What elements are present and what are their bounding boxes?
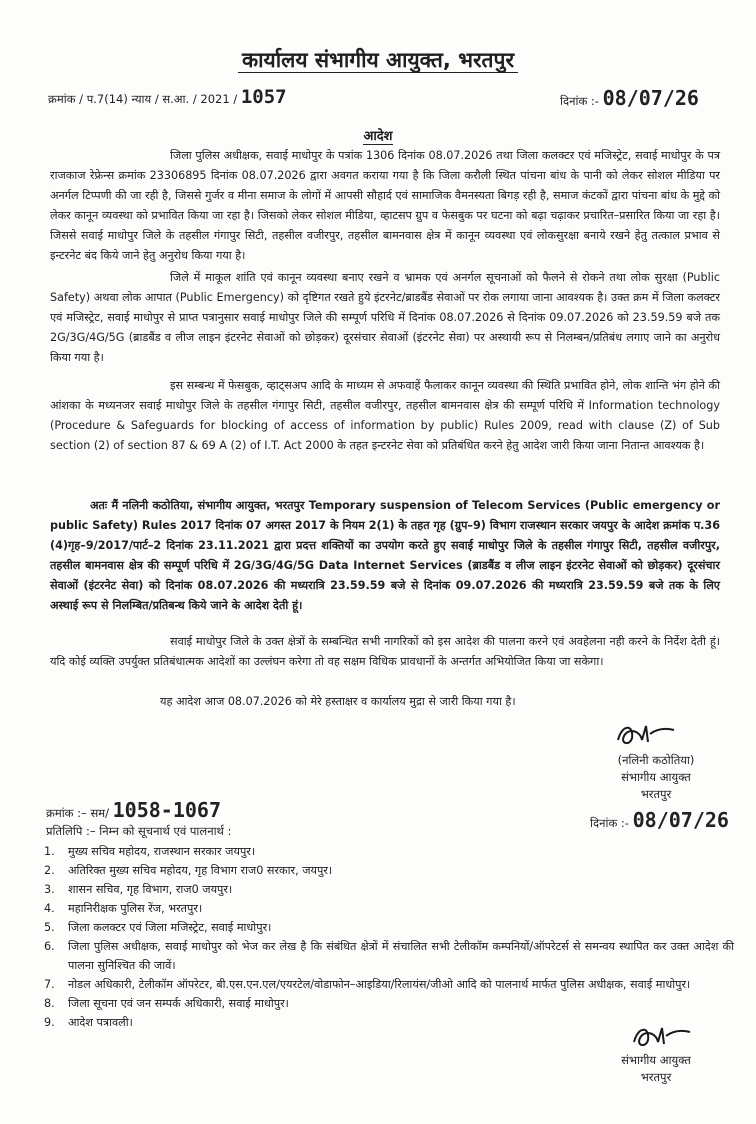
- order-heading: आदेश: [363, 129, 393, 144]
- order-paragraph-1: जिला पुलिस अधीक्षक, सवाई माधोपुर के पत्रांक 1306 दिनांक 08.07.2026 तथा जिला कलक्टर एवं मजिस्ट्रेट, सवाई माधोपुर के पत्र राजकाज रेफ्रेन्स क्रमांक 23306895 दिनांक 08.07.2026 द्वारा अवगत कराया गया है कि जिला करौली स्थित पांचना बांध के पानी को लेकर सोशल मीडिया पर अनर्गल टिप्पणी की जा रही है, जिससे गुर्जर व मीना समाज के लोगों में आपसी सौहार्द एवं सामाजिक वैमनस्यता बिगड़ रही है, समाज कंटकों द्वारा पांचना बांध के मुद्दे को लेकर कानून व्यवस्था को प्रभावित किया जा रहा है। जिसको लेकर सोशल मीडिया, व्हाटसप ग्रुप व फेसबुक पर घटना को बढ़ा चढ़ाकर प्रचारित–प्रसारित किया जा रहा है। जिससे सवाई माधोपुर जिले के तहसील गंगापुर सिटी, तहसील वजीरपुर, तहसील बामनवास क्षेत्र में कानून व्यवस्था एवं लोकसुरक्षा बनाये रखने हेतु तत्काल प्रभाव से इन्टरनेट बंद किये जाने हेतु अनुरोध किया गया है।: [50, 149, 720, 262]
- order-paragraph-2: जिले में माकूल शांति एवं कानून व्यवस्था बनाए रखने व भ्रामक एवं अनर्गल सूचनाओं को फैलने से रोकने तथा लोक सुरक्षा (Public Safety) अथवा लोक आपात (Public Emergency) को दृष्टिगत रखते हुये इंटरनेट/ब्राडबैंड सेवाओं पर रोक लगाया जाना आवश्यक है। उक्त क्रम में जिला कलक्टर एवं मजिस्ट्रेट, सवाई माधोपुर से प्राप्त पत्रानुसार सवाई माधोपुर जिले की सम्पूर्ण परिधि में दिनांक 08.07.2026 से दिनांक 09.07.2026 को 23.59.59 बजे तक 2G/3G/4G/5G (ब्राडबैंड व लीज लाइन इंटरनेट सेवाओं को छोड़कर) दूरसंचार सेवाओं (इंटरनेट सेवा) पर अस्थायी रूप से निलम्बन/प्रतिबंध लगाए जाने का अनुरोध किया गया है।: [50, 271, 720, 364]
- office-title: कार्यालय संभागीय आयुक्त, भरतपुर: [0, 46, 756, 74]
- copy-intro: प्रतिलिपि :– निम्न को सूचनार्थ एवं पालनार्थ :: [46, 824, 232, 838]
- list-item: 7. नोडल अधिकारी, टेलीकॉम ऑपरेटर, बी.एस.एन.एल/एयरटेल/वोडाफोन–आइडिया/रिलायंस/जीओ आदि को पालनार्थ मार्फत पुलिस अधीक्षक, सवाई माधोपुर।: [44, 978, 691, 991]
- list-item: 1. मुख्य सचिव महोदय, राजस्थान सरकार जयपुर।: [44, 845, 256, 858]
- list-item: 6. जिला पुलिस अधीक्षक, सवाई माधोपुर को भेज कर लेख है कि संबंधित क्षेत्रों में संचालित सभी टेलीकॉम कम्पनियों/ऑपरेटर्स से समन्वय स्थापित कर उक्त आदेश की पालना सुनिश्चित की जावें।: [44, 940, 734, 972]
- copy-recipient-list: [44, 842, 734, 1032]
- order-paragraph-6: यह आदेश आज 08.07.2026 को मेरे हस्ताक्षर व कार्यालय मुद्रा से जारी किया गया है।: [160, 695, 516, 708]
- order-paragraph-4: अतः मैं नलिनी कठोतिया, संभागीय आयुक्त, भरतपुर Temporary suspension of Telecom Services (Public emergency or public Safety) Rules 2017 दिनांक 07 अगस्त 2017 के नियम 2(1) के तहत गृह (ग्रुप–9) विभाग राजस्थान सरकार जयपुर के आदेश क्रमांक प.36 (4)गृह–9/2017/पार्ट–2 दिनांक 23.11.2021 द्वारा प्रदत्त शक्तियों का उपयोग करते हुए सवाई माधोपुर जिले के तहसील गंगापुर सिटी, तहसील वजीरपुर, तहसील बामनवास क्षेत्र की सम्पूर्ण परिधि में 2G/3G/4G/5G Data Internet Services (ब्राडबैंड व लीज लाइन इंटरनेट सेवाओं को छोड़कर) दूरसंचार सेवाओं (इंटरनेट सेवा) को दिनांक 08.07.2026 की मध्यरात्रि 23.59.59 बजे से दिनांक 09.07.2026 की मध्यरात्रि 23.59.59 बजे तक के लिए अस्थाई रूप से निलम्बित/प्रतिबन्ध किये जाने के आदेश देती हूं।: [50, 499, 720, 612]
- reference-number: क्रमांक / प.7(14) न्याय / स.आ. / 2021 / 1057: [48, 86, 287, 108]
- signatory-block: [596, 752, 716, 803]
- reference-number-handwritten: 1057: [240, 86, 287, 108]
- list-item: 9. आदेश पत्रावली।: [44, 1016, 133, 1029]
- order-paragraph-3: इस सम्बन्ध में फेसबुक, व्हाट्सअप आदि के माध्यम से अफवाहें फैलाकर कानून व्यवस्था की स्थिति प्रभावित होने, लोक शान्ति भंग होने की आंशका के मध्यनजर सवाई माधोपुर जिले के तहसील गंगापुर सिटी, तहसील वजीरपुर, तहसील बामनवास क्षेत्र की सम्पूर्ण परिधि में Information technology (Procedure & Safeguards for blocking of access of information by public) Rules 2009, read with clause (Z) of Sub section (2) of section 87 & 69 A (2) of I.T. Act 2000 के तहत इन्टरनेट सेवा को प्रतिबंधित करने हेतु आदेश जारी किया जाना नितान्त आवश्यक है।: [50, 379, 720, 452]
- bottom-signatory-designation: संभागीय आयुक्त: [621, 1053, 691, 1067]
- signatory-name: (नलिनी कठोतिया): [617, 753, 695, 767]
- order-paragraph-5: सवाई माधोपुर जिले के उक्त क्षेत्रों के सम्बन्धित सभी नागरिकों को इस आदेश की पालना करने एवं अवहेलना नही करने के निर्देश देती हूं। यदि कोई व्यक्ति उपर्युक्त प्रतिबंधात्मक आदेशों का उल्लंघन करेगा तो वह सक्षम विधिक प्रावधानों के अन्तर्गत अभियोजित किया जा सकेगा।: [50, 635, 720, 668]
- order-date-handwritten: 08/07/26: [602, 86, 699, 110]
- list-item: 4. महानिरीक्षक पुलिस रेंज, भरतपुर।: [44, 902, 203, 915]
- list-item: 3. शासन सचिव, गृह विभाग, राज0 जयपुर।: [44, 883, 233, 896]
- list-item: 8. जिला सूचना एवं जन सम्पर्क अधिकारी, सवाई माधोपुर।: [44, 997, 289, 1010]
- copy-date: दिनांक :- 08/07/26: [590, 808, 729, 832]
- signature-mark: [612, 716, 682, 752]
- signature-mark-bottom: [628, 1018, 698, 1054]
- signatory-designation: संभागीय आयुक्त: [621, 770, 691, 784]
- order-date: दिनांक :- 08/07/26: [560, 86, 699, 110]
- bottom-signatory-place: भरतपुर: [640, 1070, 672, 1084]
- copy-date-handwritten: 08/07/26: [632, 808, 729, 832]
- copy-reference: क्रमांक :– सम/ 1058-1067: [46, 798, 222, 822]
- copy-reference-handwritten: 1058-1067: [112, 798, 222, 822]
- list-item: 2. अतिरिक्त मुख्य सचिव महोदय, गृह विभाग राज0 सरकार, जयपुर।: [44, 864, 333, 877]
- bottom-signatory-block: [596, 1052, 716, 1086]
- signatory-place: भरतपुर: [640, 787, 672, 801]
- list-item: 5. जिला कलक्टर एवं जिला मजिस्ट्रेट, सवाई माधोपुर।: [44, 921, 272, 934]
